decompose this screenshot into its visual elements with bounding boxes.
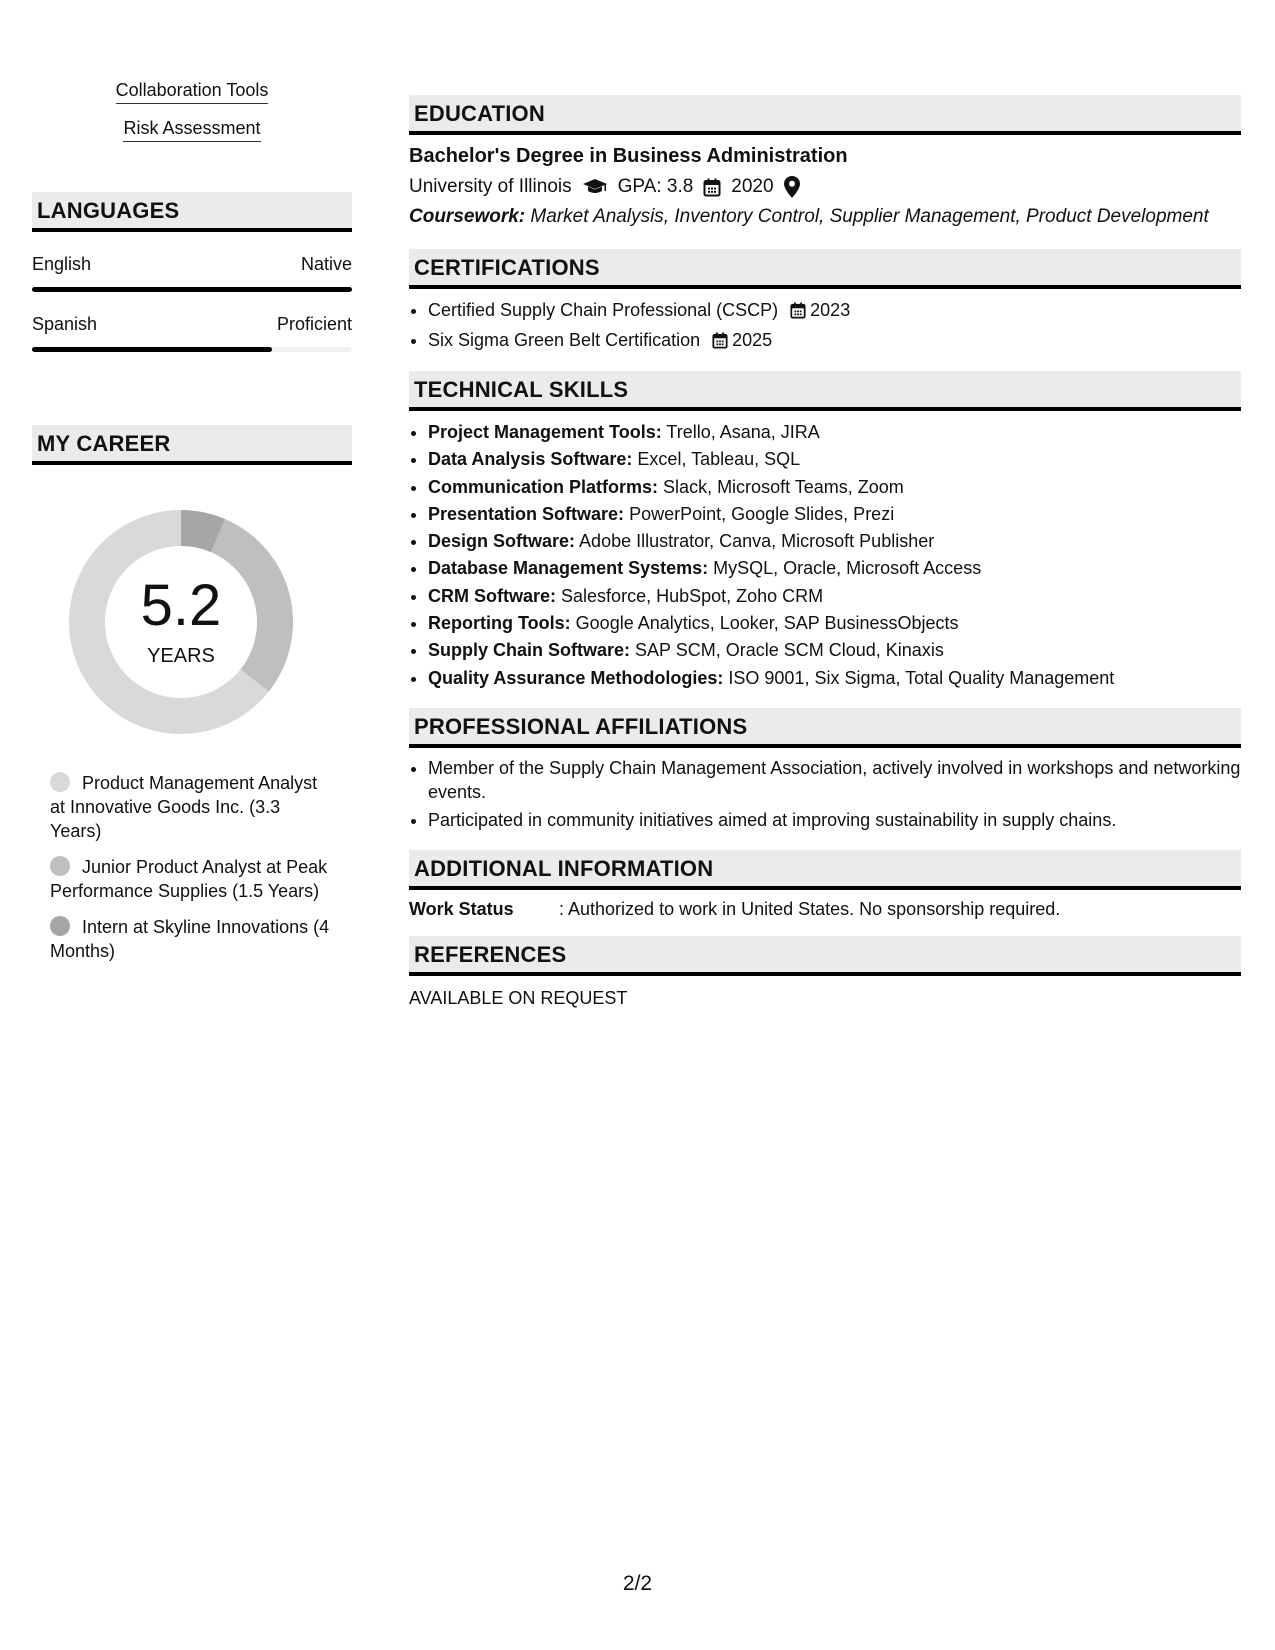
certifications-heading: CERTIFICATIONS bbox=[409, 249, 1241, 289]
skill-value: PowerPoint, Google Slides, Prezi bbox=[629, 503, 895, 524]
skill-value: SAP SCM, Oracle SCM Cloud, Kinaxis bbox=[635, 640, 944, 661]
location-pin-icon bbox=[784, 176, 800, 198]
education-details bbox=[409, 176, 1241, 198]
skill-label: Presentation Software: bbox=[428, 503, 625, 524]
language-level: Native bbox=[300, 254, 352, 274]
skill-label: Data Analysis Software: bbox=[428, 449, 633, 470]
skill-label: CRM Software: bbox=[428, 585, 557, 606]
work-status-label: Work Status bbox=[409, 898, 514, 919]
affiliation-item: • Participated in community initiatives aimed at improving sustainability in supply chains. bbox=[428, 808, 1241, 832]
career-total-years: 5.2 bbox=[140, 573, 222, 638]
career-donut-chart bbox=[66, 507, 296, 737]
skill-label: Quality Assurance Methodologies: bbox=[428, 667, 724, 688]
career-item bbox=[50, 915, 335, 963]
coursework bbox=[409, 205, 1241, 229]
language-name: English bbox=[32, 254, 92, 274]
gpa: GPA: 3.8 bbox=[617, 176, 694, 197]
skill-value: Slack, Microsoft Teams, Zoom bbox=[663, 476, 904, 497]
career-heading: MY CAREER bbox=[32, 425, 352, 465]
skill-item bbox=[428, 637, 1241, 664]
degree-title: Bachelor's Degree in Business Administration bbox=[409, 145, 848, 167]
certification-name: Certified Supply Chain Professional (CSCP) bbox=[428, 300, 779, 320]
language-bar-fill bbox=[32, 347, 272, 352]
skill-label: Reporting Tools: bbox=[428, 613, 571, 634]
skill-label: Design Software: bbox=[428, 531, 576, 552]
skill-item bbox=[428, 474, 1241, 501]
certification-item bbox=[428, 297, 1241, 327]
language-english bbox=[32, 254, 352, 292]
main-column bbox=[409, 95, 1241, 1009]
education-heading: EDUCATION bbox=[409, 95, 1241, 135]
certification-name: Six Sigma Green Belt Certification bbox=[428, 330, 701, 350]
skill-item bbox=[428, 665, 1241, 692]
skill-label: Supply Chain Software: bbox=[428, 640, 631, 661]
skill-label: Communication Platforms: bbox=[428, 476, 659, 497]
calendar-icon bbox=[712, 330, 728, 357]
work-status-row bbox=[409, 899, 1241, 920]
skill-value: Google Analytics, Looker, SAP BusinessObjects bbox=[575, 613, 959, 634]
skill-item bbox=[428, 419, 1241, 446]
language-spanish bbox=[32, 314, 352, 352]
skill-tag-risk-assessment bbox=[32, 118, 352, 142]
skill-tag-label: Risk Assessment bbox=[123, 118, 260, 142]
coursework-label: Coursework: bbox=[409, 206, 526, 227]
career-list bbox=[50, 771, 335, 963]
skill-value: Excel, Tableau, SQL bbox=[637, 449, 801, 470]
additional-info-heading: ADDITIONAL INFORMATION bbox=[409, 850, 1241, 890]
languages-heading: LANGUAGES bbox=[32, 192, 352, 232]
skill-label: Project Management Tools: bbox=[428, 422, 662, 442]
skill-item bbox=[428, 583, 1241, 610]
career-legend-dot bbox=[50, 916, 70, 936]
skill-tag-label: Collaboration Tools bbox=[116, 80, 269, 104]
skill-item bbox=[428, 501, 1241, 528]
references-text: AVAILABLE ON REQUEST bbox=[409, 987, 628, 1008]
skill-value: Trello, Asana, JIRA bbox=[666, 422, 820, 442]
language-level: Proficient bbox=[276, 314, 352, 334]
sidebar bbox=[32, 80, 352, 975]
skill-value: Salesforce, HubSpot, Zoho CRM bbox=[561, 585, 824, 606]
career-item bbox=[50, 855, 335, 903]
coursework-text: Market Analysis, Inventory Control, Supplier Management, Product Development bbox=[530, 206, 1209, 227]
graduation-cap-icon bbox=[582, 178, 608, 196]
skill-value: Adobe Illustrator, Canva, Microsoft Publisher bbox=[579, 531, 935, 552]
career-legend-dot bbox=[50, 772, 70, 792]
calendar-icon bbox=[790, 300, 806, 327]
career-item-text: Intern at Skyline Innovations (4 Months) bbox=[50, 917, 330, 961]
career-item-text: Product Management Analyst at Innovative Goods Inc. (3.3 Years) bbox=[50, 773, 318, 841]
graduation-year: 2020 bbox=[731, 176, 774, 197]
affiliations-heading: PROFESSIONAL AFFILIATIONS bbox=[409, 708, 1241, 748]
school-name: University of Illinois bbox=[409, 176, 572, 197]
language-name: Spanish bbox=[32, 314, 98, 334]
page-number: 2/2 bbox=[622, 1572, 653, 1595]
skill-tag-collaboration-tools bbox=[32, 80, 352, 104]
technical-skills-list bbox=[409, 419, 1241, 692]
calendar-icon bbox=[703, 178, 721, 197]
skill-item bbox=[428, 555, 1241, 582]
career-item-text: Junior Product Analyst at Peak Performance Supplies (1.5 Years) bbox=[50, 857, 328, 901]
skill-item bbox=[428, 610, 1241, 637]
certifications-list bbox=[409, 297, 1241, 357]
skill-item bbox=[428, 528, 1241, 555]
career-total-unit: YEARS bbox=[147, 645, 215, 667]
skill-label: Database Management Systems: bbox=[428, 558, 709, 579]
technical-skills-heading: TECHNICAL SKILLS bbox=[409, 371, 1241, 411]
language-bar bbox=[32, 347, 352, 352]
career-item bbox=[50, 771, 335, 843]
certification-item bbox=[428, 327, 1241, 357]
career-legend-dot bbox=[50, 856, 70, 876]
affiliation-item: • Member of the Supply Chain Management Association, actively involved in workshops and networking events. bbox=[428, 756, 1241, 804]
language-bar bbox=[32, 287, 352, 292]
certification-year: 2025 bbox=[732, 330, 773, 350]
references-heading: REFERENCES bbox=[409, 936, 1241, 976]
skill-value: ISO 9001, Six Sigma, Total Quality Management bbox=[728, 667, 1115, 688]
language-bar-fill bbox=[32, 287, 352, 292]
affiliations-list bbox=[409, 756, 1241, 832]
skill-item bbox=[428, 446, 1241, 473]
certification-year: 2023 bbox=[810, 300, 851, 320]
skill-value: MySQL, Oracle, Microsoft Access bbox=[713, 558, 982, 579]
work-status-value: : Authorized to work in United States. No sponsorship required. bbox=[559, 898, 1061, 919]
